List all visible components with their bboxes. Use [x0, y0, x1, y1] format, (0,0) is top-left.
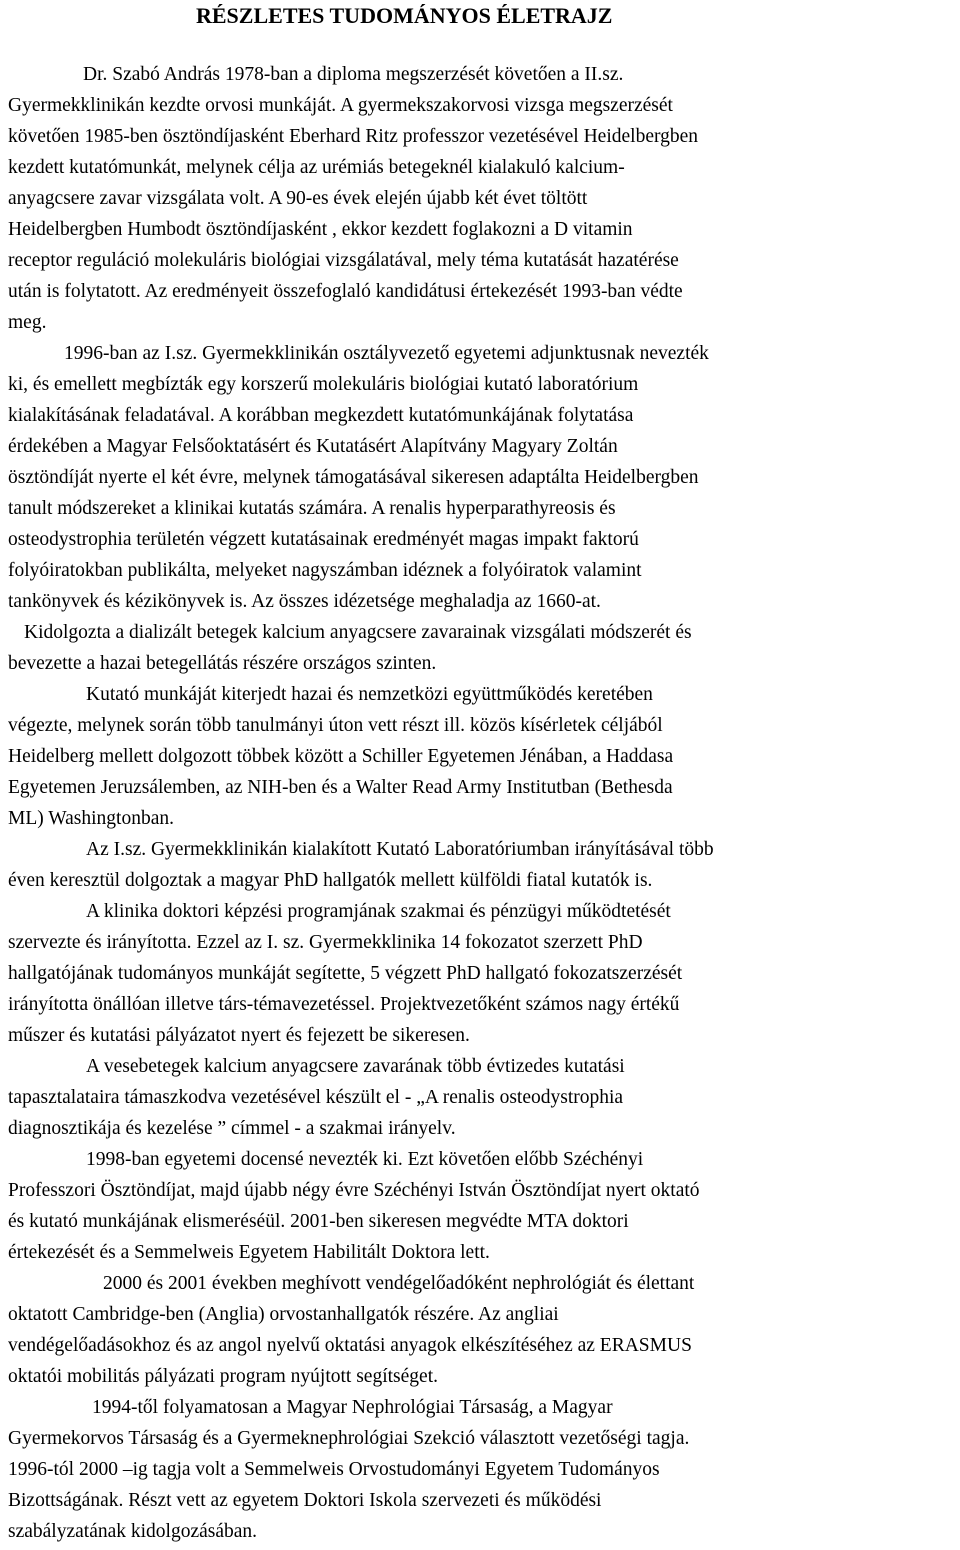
text-line: ösztöndíját nyerte el két évre, melynek támogatásával sikeresen adaptálta Heidelbergben: [8, 467, 699, 488]
text-line: vendégelőadásokhoz és az angol nyelvű oktatási anyagok elkészítéséhez az ERASMUS: [8, 1335, 692, 1356]
text-line: meg.: [8, 312, 47, 333]
text-line: tankönyvek és kézikönyvek is. Az összes idézetsége meghaladja az 1660-at.: [8, 591, 601, 612]
text-line: A klinika doktori képzési programjának szakmai és pénzügyi működtetését: [86, 901, 671, 922]
text-line: Heidelbergben Humbodt ösztöndíjasként , ekkor kezdett foglakozni a D vitamin: [8, 219, 633, 240]
text-line: műszer és kutatási pályázatot nyert és fejezett be sikeresen.: [8, 1025, 470, 1046]
text-line: 1996-ban az I.sz. Gyermekklinikán osztályvezető egyetemi adjunktusnak nevezték: [64, 343, 709, 364]
text-line: Professzori Ösztöndíjat, majd újabb négy évre Széchényi István Ösztöndíjat nyert oktató: [8, 1180, 700, 1201]
text-line: Gyermekorvos Társaság és a Gyermeknephrológiai Szekció választott vezetőségi tagja.: [8, 1428, 690, 1449]
text-line: után is folytatott. Az eredményeit összefoglaló kandidátusi értekezését 1993-ban védte: [8, 281, 683, 302]
text-line: értekezését és a Semmelweis Egyetem Habilitált Doktora lett.: [8, 1242, 490, 1263]
text-line: Bizottságának. Részt vett az egyetem Doktori Iskola szervezeti és működési: [8, 1490, 602, 1511]
text-line: 1998-ban egyetemi docensé nevezték ki. Ezt követően előbb Széchényi: [86, 1149, 644, 1170]
text-line: diagnosztikája és kezelése ” címmel - a szakmai irányelv.: [8, 1118, 456, 1139]
text-line: irányította önállóan illetve társ-témavezetéssel. Projektvezetőként számos nagy értékű: [8, 994, 680, 1015]
text-line: szabályzatának kidolgozásában.: [8, 1521, 258, 1542]
text-line: éven keresztül dolgoztak a magyar PhD hallgatók mellett külföldi fiatal kutatók is.: [8, 870, 653, 891]
text-line: A vesebetegek kalcium anyagcsere zavarának több évtizedes kutatási: [86, 1056, 625, 1077]
text-line: kezdett kutatómunkát, melynek célja az urémiás betegeknél kialakuló kalcium-: [8, 157, 625, 178]
text-line: Egyetemen Jeruzsálemben, az NIH-ben és a Walter Read Army Institutban (Bethesda: [8, 777, 673, 798]
text-line: Heidelberg mellett dolgozott többek között a Schiller Egyetemen Jénában, a Haddasa: [8, 746, 674, 767]
text-line: 1994-től folyamatosan a Magyar Nephrológiai Társaság, a Magyar: [92, 1397, 613, 1418]
text-line: osteodystrophia területén végzett kutatásainak eredményét magas impakt faktorú: [8, 529, 639, 550]
text-line: tanult módszereket a klinikai kutatás számára. A renalis hyperparathyreosis és: [8, 498, 616, 519]
text-line: tapasztalataira támaszkodva vezetésével készült el - „A renalis osteodystrophia: [8, 1087, 624, 1108]
text-line: Kutató munkáját kiterjedt hazai és nemzetközi együttműködés keretében: [86, 684, 653, 705]
text-line: ki, és emellett megbízták egy korszerű molekuláris biológiai kutató laboratórium: [8, 374, 639, 395]
text-line: bevezette a hazai betegellátás részére országos szinten.: [8, 653, 437, 674]
text-line: hallgatójának tudományos munkáját segítette, 5 végzett PhD hallgató fokozatszerzését: [8, 963, 683, 984]
text-line: kialakításának feladatával. A korábban megkezdett kutatómunkájának folytatása: [8, 405, 634, 426]
text-line: 1996-tól 2000 –ig tagja volt a Semmelweis Orvostudományi Egyetem Tudományos: [8, 1459, 660, 1480]
text-line: Dr. Szabó András 1978-ban a diploma megszerzését követően a II.sz.: [83, 64, 624, 85]
text-line: Az I.sz. Gyermekklinikán kialakított Kutató Laboratóriumban irányításával több: [86, 839, 714, 860]
text-line: végezte, melynek során több tanulmányi úton vett részt ill. közös kísérletek céljából: [8, 715, 663, 736]
text-line: érdekében a Magyar Felsőoktatásért és Kutatásért Alapítvány Magyary Zoltán: [8, 436, 618, 457]
page-title: RÉSZLETES TUDOMÁNYOS ÉLETRAJZ: [196, 3, 613, 28]
text-line: oktatott Cambridge-ben (Anglia) orvostanhallgatók részére. Az angliai: [8, 1304, 559, 1325]
text-line: receptor reguláció molekuláris biológiai vizsgálatával, mely téma kutatását hazatérése: [8, 250, 679, 271]
text-line: ML) Washingtonban.: [8, 808, 174, 829]
text-line: anyagcsere zavar vizsgálata volt. A 90-es évek elején újabb két évet töltött: [8, 188, 588, 209]
text-line: Kidolgozta a dializált betegek kalcium anyagcsere zavarainak vizsgálati módszerét és: [24, 622, 692, 643]
text-line: szervezte és irányította. Ezzel az I. sz. Gyermekklinika 14 fokozatot szerzett PhD: [8, 932, 643, 953]
text-line: és kutató munkájának elismeréséül. 2001-ben sikeresen megvédte MTA doktori: [8, 1211, 629, 1232]
text-line: 2000 és 2001 években meghívott vendégelőadóként nephrológiát és élettant: [103, 1273, 695, 1294]
text-line: folyóiratokban publikálta, melyeket nagyszámban idéznek a folyóiratok valamint: [8, 560, 642, 581]
text-line: követően 1985-ben ösztöndíjasként Eberhard Ritz professzor vezetésével Heidelbergben: [8, 126, 699, 147]
text-line: Gyermekklinikán kezdte orvosi munkáját. A gyermekszakorvosi vizsga megszerzését: [8, 95, 673, 116]
text-line: oktatói mobilitás pályázati program nyújtott segítséget.: [8, 1366, 438, 1387]
